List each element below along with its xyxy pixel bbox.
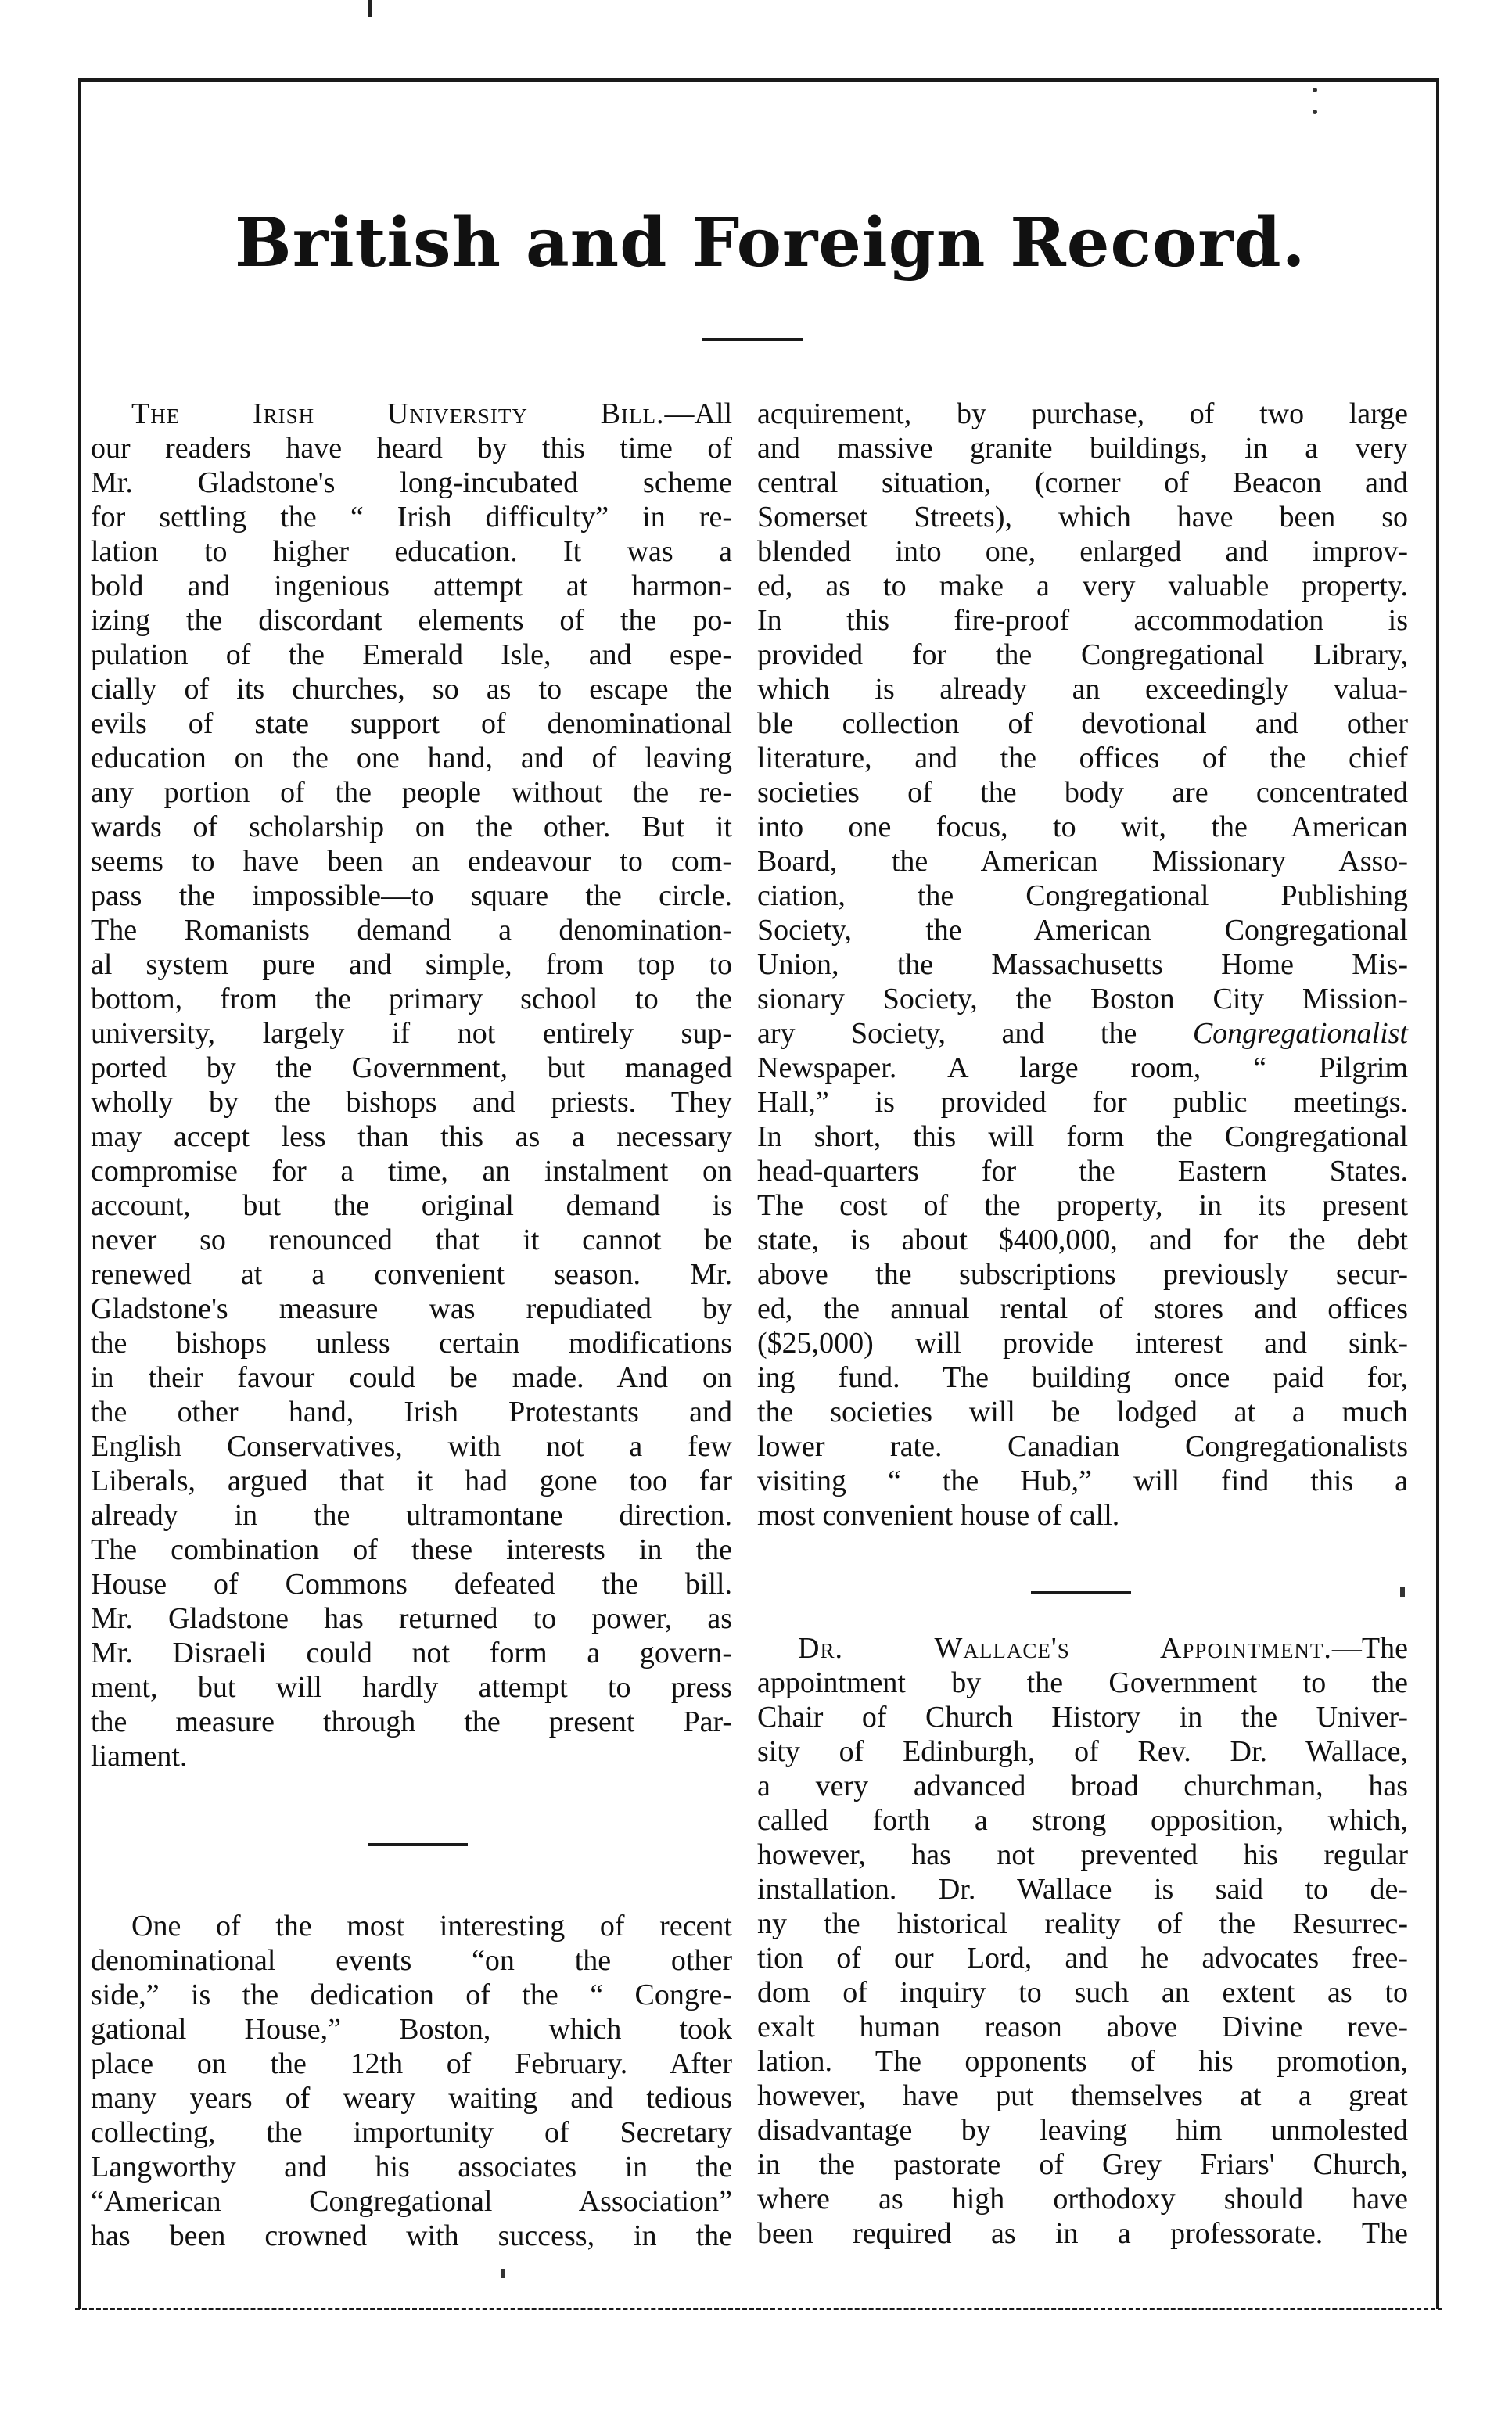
article-line (91, 1498, 732, 1533)
article-line (757, 1154, 1408, 1188)
article-line-text: above the subscriptions previously secur- (757, 1258, 1408, 1291)
article-line (91, 1188, 732, 1223)
article-line (91, 1292, 732, 1326)
article-line (757, 1700, 1408, 1734)
article-line-text: The combination of these interests in the (91, 1533, 732, 1566)
article-line (91, 2150, 732, 2184)
article-line (757, 1085, 1408, 1119)
article-line (757, 1769, 1408, 1803)
article-line-text: evils of state support of denominational (91, 707, 732, 740)
article-line (757, 1666, 1408, 1700)
italic-newspaper-name: Congregationalist (1192, 1017, 1408, 1050)
article-line-text: exalt human reason above Divine reve- (757, 2011, 1408, 2043)
article-line (757, 1464, 1408, 1498)
article-line-text: dom of inquiry to such an extent as to (757, 1976, 1408, 2009)
article-line-text: side,” is the dedication of the “ Congre- (91, 1978, 732, 2011)
article-line-text: Mr. Gladstone has returned to power, as (91, 1602, 732, 1635)
article-line (757, 706, 1408, 741)
article-line-text: In this fire-proof accommodation is (757, 604, 1408, 637)
article-line (91, 2081, 732, 2115)
article-line (91, 1085, 732, 1119)
article-line (757, 982, 1408, 1016)
article-line-text: bold and ingenious attempt at harmon- (91, 570, 732, 602)
article-line-text: place on the 12th of February. After (91, 2047, 732, 2080)
article-line (757, 2044, 1408, 2079)
article-line (91, 1395, 732, 1429)
article-line-text: ed, the annual rental of stores and offices (757, 1292, 1408, 1325)
article-line (91, 465, 732, 500)
article-line-text: One of the most interesting of recent (131, 1910, 732, 1942)
article-line-text: any portion of the people without the re- (91, 776, 732, 809)
page-frame-right-rule (1436, 78, 1439, 2309)
article-line-text: pulation of the Emerald Isle, and espe- (91, 638, 732, 671)
article-line (91, 1601, 732, 1636)
article-line-text: renewed at a convenient season. Mr. (91, 1258, 732, 1291)
article-line-text: state, is about $400,000, and for the debt (757, 1224, 1408, 1256)
article-line-text: many years of weary waiting and tedious (91, 2082, 732, 2115)
article-line-text: in the pastorate of Grey Friars' Church, (757, 2148, 1408, 2181)
article-line (91, 1016, 732, 1051)
article-line-text: Chair of Church History in the Univer- (757, 1701, 1408, 1734)
article-line (757, 1941, 1408, 1975)
title-divider (702, 338, 803, 341)
article-line (91, 1223, 732, 1257)
article-line-text: acquirement, by purchase, of two large (757, 397, 1408, 430)
article-line-text: collecting, the importunity of Secretary (91, 2116, 732, 2149)
article-line (91, 982, 732, 1016)
article-line-text: education on the one hand, and of leaving (91, 742, 732, 774)
article-line-text: The Romanists demand a denomination- (91, 914, 732, 947)
article-line (91, 2012, 732, 2047)
article-line-text: the bishops unless certain modifications (91, 1327, 732, 1360)
article-line-text: compromise for a time, an instalment on (91, 1155, 732, 1188)
article-line (91, 844, 732, 879)
article-line (91, 500, 732, 534)
article-line (757, 1223, 1408, 1257)
article-line-text: and massive granite buildings, in a very (757, 432, 1408, 465)
article-line-text: has been crowned with success, in the (91, 2219, 732, 2252)
article-line-text: In short, this will form the Congregational (757, 1120, 1408, 1153)
article-line (757, 1838, 1408, 1872)
article-line (757, 775, 1408, 810)
article-line (757, 2182, 1408, 2216)
article-line (757, 1395, 1408, 1429)
article-line (757, 431, 1408, 465)
article-line (757, 1803, 1408, 1838)
article-line (757, 603, 1408, 638)
article-line-text: into one focus, to wit, the American (757, 810, 1408, 843)
article-line (91, 2047, 732, 2081)
article-line-text: account, but the original demand is (91, 1189, 732, 1222)
page-frame-bottom-rule (75, 2308, 1442, 2310)
article-line-text: tion of our Lord, and he advocates free- (757, 1942, 1408, 1975)
article-line (91, 1909, 732, 1943)
article-heading: The Irish University Bill. (131, 397, 665, 430)
article-line (757, 1257, 1408, 1292)
article-line (757, 638, 1408, 672)
section-divider-left (368, 1843, 468, 1846)
article-line (757, 1872, 1408, 1906)
article-line (91, 397, 732, 431)
article-line (91, 1670, 732, 1705)
article-line-text: appointment by the Government to the (757, 1666, 1408, 1699)
article-line (757, 500, 1408, 534)
article-line-text: ($25,000) will provide interest and sink- (757, 1327, 1408, 1360)
article-line-text: called forth a strong opposition, which, (757, 1804, 1408, 1837)
article-line-text: “American Congregational Association” (91, 2185, 732, 2218)
article-line-text: ed, as to make a very valuable property. (757, 570, 1408, 602)
article-line-text: literature, and the offices of the chief (757, 742, 1408, 774)
article-line-text: Newspaper. A large room, “ Pilgrim (757, 1051, 1408, 1084)
article-line-text: lation. The opponents of his promotion, (757, 2045, 1408, 2078)
article-line-text: gational House,” Boston, which took (91, 2013, 732, 2046)
article-line-text: disadvantage by leaving him unmolested (757, 2114, 1408, 2147)
article-line-text: Hall,” is provided for public meetings. (757, 1086, 1408, 1119)
article-line (91, 2219, 732, 2253)
margin-mark (1400, 1587, 1405, 1597)
article-line (757, 2147, 1408, 2182)
article-line (757, 913, 1408, 947)
article-line-text: the societies will be lodged at a much (757, 1396, 1408, 1429)
article-line-text: —All (664, 397, 732, 430)
article-line-text: Union, the Massachusetts Home Mis- (757, 948, 1408, 981)
article-line (91, 2115, 732, 2150)
article-line-text: already in the ultramontane direction. (91, 1499, 732, 1532)
article-line (91, 1429, 732, 1464)
margin-dots-mark (1313, 88, 1317, 142)
article-line-text: lation to higher education. It was a (91, 535, 732, 568)
article-line-text: liament. (91, 1740, 188, 1773)
article-line (91, 1051, 732, 1085)
article-line (91, 1943, 732, 1978)
article-line-text: ciation, the Congregational Publishing (757, 879, 1408, 912)
article-line-text: —The (1331, 1632, 1408, 1665)
article-line-text: denominational events “on the other (91, 1944, 732, 1977)
article-line-text: our readers have heard by this time of (91, 432, 732, 465)
article-line-text: The cost of the property, in its present (757, 1189, 1408, 1222)
article-line-text: Mr. Disraeli could not form a govern- (91, 1637, 732, 1669)
article-line (757, 2216, 1408, 2251)
article-line (757, 810, 1408, 844)
article-line (757, 2079, 1408, 2113)
article-line (757, 1631, 1408, 1666)
article-line (91, 810, 732, 844)
article-line-text: lower rate. Canadian Congregationalists (757, 1430, 1408, 1463)
article-line (91, 534, 732, 569)
article-line-text: ported by the Government, but managed (91, 1051, 732, 1084)
article-line (757, 741, 1408, 775)
page-frame-left-rule (78, 78, 81, 2309)
article-line-text: ary Society, and the (757, 1017, 1193, 1050)
article-line (757, 1734, 1408, 1769)
article-line (757, 534, 1408, 569)
article-line-text: cially of its churches, so as to escape the (91, 673, 732, 706)
article-line-text: seems to have been an endeavour to com- (91, 845, 732, 878)
article-line-text: ny the historical reality of the Resurrec- (757, 1907, 1408, 1940)
article-line-text: provided for the Congregational Library, (757, 638, 1408, 671)
article-line-text: been required as in a professorate. The (757, 2217, 1408, 2250)
article-line (91, 2184, 732, 2219)
article-line-text: Board, the American Missionary Asso- (757, 845, 1408, 878)
article-line-text: installation. Dr. Wallace is said to de- (757, 1873, 1408, 1906)
article-line-text: however, has not prevented his regular (757, 1838, 1408, 1871)
section-divider-right (1031, 1591, 1131, 1594)
article-line-text: English Conservatives, with not a few (91, 1430, 732, 1463)
article-line-text: ment, but will hardly attempt to press (91, 1671, 732, 1704)
article-line (757, 1188, 1408, 1223)
article-line-text: which is already an exceedingly valua- (757, 673, 1408, 706)
article-line-text: most convenient house of call. (757, 1499, 1120, 1532)
article-line (91, 1257, 732, 1292)
article-line-text: central situation, (corner of Beacon and (757, 466, 1408, 499)
article-line (757, 1119, 1408, 1154)
article-line-text: wholly by the bishops and priests. They (91, 1086, 732, 1119)
article-line-text: sity of Edinburgh, of Rev. Dr. Wallace, (757, 1735, 1408, 1768)
article-line-text: wards of scholarship on the other. But it (91, 810, 732, 843)
article-line (757, 844, 1408, 879)
article-line (757, 1292, 1408, 1326)
article-line (91, 775, 732, 810)
article-line-text: Langworthy and his associates in the (91, 2151, 732, 2183)
article-line (757, 1051, 1408, 1085)
article-line (757, 2113, 1408, 2147)
article-line-text: never so renounced that it cannot be (91, 1224, 732, 1256)
article-line-text: where as high orthodoxy should have (757, 2183, 1408, 2216)
article-heading: Dr. Wallace's Appointment. (798, 1632, 1332, 1665)
article-line-text: ing fund. The building once paid for, (757, 1361, 1408, 1394)
article-line (91, 638, 732, 672)
article-line-text: ble collection of devotional and other (757, 707, 1408, 740)
article-line-text: the other hand, Irish Protestants and (91, 1396, 732, 1429)
article-line (91, 1119, 732, 1154)
article-line-text: in their favour could be made. And on (91, 1361, 732, 1394)
article-line (757, 672, 1408, 706)
article-line (757, 569, 1408, 603)
article-line (757, 1498, 1408, 1533)
article-line-text: pass the impossible—to square the circle. (91, 879, 732, 912)
article-line (91, 1978, 732, 2012)
article-line (91, 706, 732, 741)
article-line (91, 1533, 732, 1567)
article-line-text: Liberals, argued that it had gone too far (91, 1464, 732, 1497)
article-line (91, 1567, 732, 1601)
article-line-text: the measure through the present Par- (91, 1705, 732, 1738)
article-line-text: however, have put themselves at a great (757, 2079, 1408, 2112)
article-line (91, 1154, 732, 1188)
article-line-text: Society, the American Congregational (757, 914, 1408, 947)
article-line-text: Somerset Streets), which have been so (757, 501, 1408, 534)
article-line (91, 672, 732, 706)
article-line (91, 879, 732, 913)
article-line-text: head-quarters for the Eastern States. (757, 1155, 1408, 1188)
article-line-text: societies of the body are concentrated (757, 776, 1408, 809)
article-line (757, 1360, 1408, 1395)
article-line-text: Mr. Gladstone's long-incubated scheme (91, 466, 732, 499)
article-line-text: a very advanced broad churchman, has (757, 1770, 1408, 1802)
article-line (757, 465, 1408, 500)
article-line (91, 569, 732, 603)
article-line (91, 603, 732, 638)
article-line (91, 431, 732, 465)
page-title: British and Foreign Record. (235, 203, 1306, 282)
article-line-text: bottom, from the primary school to the (91, 983, 732, 1015)
article-line-text: izing the discordant elements of the po- (91, 604, 732, 637)
article-line (757, 1429, 1408, 1464)
article-line-text: House of Commons defeated the bill. (91, 1568, 732, 1601)
article-line-text: blended into one, enlarged and improv- (757, 535, 1408, 568)
article-line (757, 397, 1408, 431)
article-line (91, 1360, 732, 1395)
article-line (757, 947, 1408, 982)
page-frame-top-rule (78, 78, 1439, 82)
article-line (91, 913, 732, 947)
article-line (757, 1016, 1408, 1051)
article-line (91, 1636, 732, 1670)
article-line (91, 1705, 732, 1739)
article-line (757, 1975, 1408, 2010)
article-line-text: Gladstone's measure was repudiated by (91, 1292, 732, 1325)
article-line-text: university, largely if not entirely sup- (91, 1017, 732, 1050)
article-line (757, 879, 1408, 913)
article-line (757, 2010, 1408, 2044)
article-line (91, 741, 732, 775)
article-line (91, 1739, 732, 1774)
article-line (757, 1326, 1408, 1360)
article-line-text: may accept less than this as a necessary (91, 1120, 732, 1153)
article-line (91, 1326, 732, 1360)
article-line-text: sionary Society, the Boston City Mission- (757, 983, 1408, 1015)
article-line-text: for settling the “ Irish difficulty” in re- (91, 501, 732, 534)
article-line (91, 1464, 732, 1498)
article-line (91, 947, 732, 982)
article-line-text: al system pure and simple, from top to (91, 948, 732, 981)
bottom-margin-mark (501, 2269, 505, 2278)
article-line-text: visiting “ the Hub,” will find this a (757, 1464, 1408, 1497)
article-line (757, 1906, 1408, 1941)
top-edge-mark (368, 0, 372, 17)
